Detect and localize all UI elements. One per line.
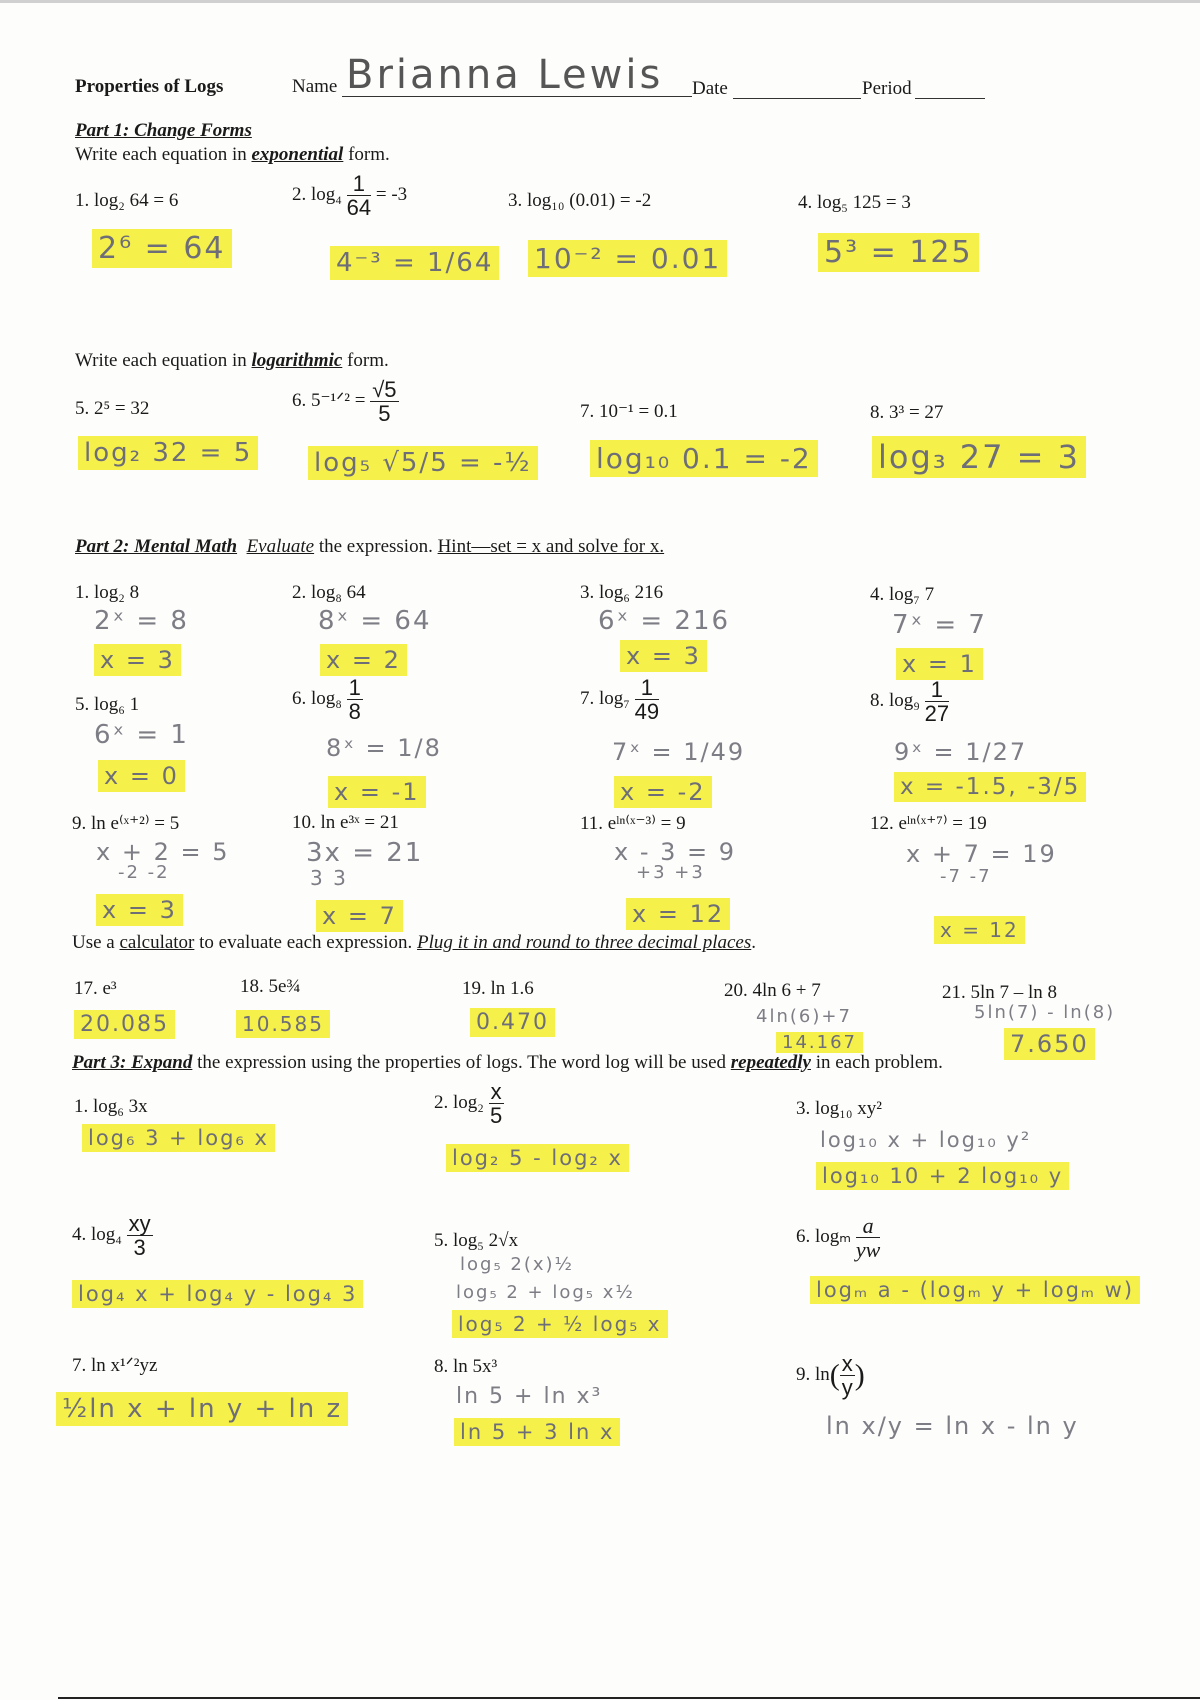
- name-label: Name: [292, 76, 338, 97]
- p2-6-work: 8ˣ = 1/8: [326, 734, 442, 762]
- p2-1-answer: x = 3: [94, 644, 181, 676]
- p2-9-work1: x + 2 = 5: [96, 838, 230, 866]
- p2-10-answer: x = 7: [316, 900, 403, 932]
- p2-12-work2: -7 -7: [940, 866, 992, 887]
- p3-6-answer: logₘ a - (logₘ y + logₘ w): [810, 1276, 1140, 1304]
- p3-1-prompt: 1. log₆ 3x: [74, 1096, 148, 1117]
- p3-answer: 10⁻² = 0.01: [528, 240, 727, 277]
- p2-12-work1: x + 7 = 19: [906, 840, 1057, 868]
- p2-6-answer: x = -1: [328, 776, 426, 808]
- date-label: Date: [692, 78, 728, 99]
- p3-8-work: ln 5 + ln x³: [456, 1384, 603, 1409]
- calc-18-answer: 10.585: [236, 1010, 330, 1038]
- p2-11-work1: x - 3 = 9: [614, 838, 737, 866]
- p2-5-work: 6ˣ = 1: [94, 720, 189, 750]
- p2-3-prompt: 3. log₆ 216: [580, 582, 664, 603]
- p3-5-prompt: 5. log₅ 2√x: [434, 1230, 519, 1251]
- p2-8-prompt: 8. log₉ $\frac{1}{27}$: [870, 677, 950, 727]
- p3-9-prompt: 9. ln( $\frac{x}{y}$ ): [796, 1351, 865, 1401]
- calc-19-answer: 0.470: [470, 1008, 555, 1037]
- p8-answer: log₃ 27 = 3: [872, 436, 1086, 478]
- p3-2-prompt: 2. log₂ $\frac{x}{5}$: [434, 1079, 503, 1129]
- calc-21-prompt: 21. 5ln 7 – ln 8: [942, 982, 1058, 1003]
- p2-1-prompt: 1. log₂ 8: [75, 582, 140, 603]
- p3-2-answer: log₂ 5 - log₂ x: [446, 1144, 629, 1172]
- p3-4-answer: log₄ x + log₄ y - log₄ 3: [72, 1280, 363, 1308]
- p3-5-work1: log₅ 2(x)½: [460, 1254, 574, 1275]
- p2-4-answer: x = 1: [896, 648, 983, 680]
- p3-9-answer: ln x/y = ln x - ln y: [826, 1412, 1079, 1440]
- p2-9-prompt: 9. ln e⁽ˣ⁺²⁾ = 5: [72, 813, 180, 834]
- p3-8-prompt: 8. ln 5x³: [434, 1356, 498, 1377]
- p3-8-answer: ln 5 + 3 ln x: [454, 1418, 620, 1446]
- calc-17-prompt: 17. e³: [74, 978, 117, 999]
- calc-19-prompt: 19. ln 1.6: [462, 978, 534, 999]
- p6-prompt: 6. 5⁻¹ᐟ² = $\frac{√5}{5}$: [292, 377, 397, 427]
- p3-6-prompt: 6. logₘ $\frac{a}{yw}$: [796, 1213, 881, 1263]
- p2-5-answer: x = 0: [98, 760, 185, 792]
- p2-12-prompt: 12. eˡⁿ⁽ˣ⁺⁷⁾ = 19: [870, 813, 987, 834]
- p2-10-prompt: 10. ln e³ˣ = 21: [292, 812, 399, 833]
- p3-5-work2: log₅ 2 + log₅ x½: [456, 1282, 635, 1303]
- p2-11-work2: +3 +3: [636, 862, 705, 883]
- p1-answer: 2⁶ = 64: [92, 229, 232, 268]
- p2-4-prompt: 4. log₇ 7: [870, 584, 935, 605]
- p3-3-work: log₁₀ x + log₁₀ y²: [820, 1128, 1032, 1152]
- calc-21-work: 5ln(7) - ln(8): [974, 1002, 1116, 1023]
- p3-3-prompt: 3. log₁₀ xy²: [796, 1098, 882, 1119]
- bottom-rule: [58, 1697, 1200, 1699]
- p6-answer: log₅ √5/5 = -½: [308, 446, 538, 480]
- part1-instruction-logarithmic: Write each equation in logarithmic form.: [75, 350, 389, 371]
- p2-11-answer: x = 12: [626, 898, 730, 930]
- p4-answer: 5³ = 125: [818, 233, 979, 272]
- calc-20-work: 4ln(6)+7: [756, 1006, 852, 1027]
- p2-9-work2: -2 -2: [118, 862, 170, 883]
- p2-7-answer: x = -2: [614, 776, 712, 808]
- p2-7-prompt: 7. log₇ $\frac{1}{49}$: [580, 675, 660, 725]
- calc-20-answer: 14.167: [776, 1032, 863, 1053]
- p3-4-prompt: 4. log₄ $\frac{xy}{3}$: [72, 1211, 151, 1261]
- p2-11-prompt: 11. eˡⁿ⁽ˣ⁻³⁾ = 9: [580, 813, 686, 834]
- p3-1-answer: log₆ 3 + log₆ x: [82, 1124, 275, 1152]
- p7-answer: log₁₀ 0.1 = -2: [590, 440, 818, 477]
- p8-prompt: 8. 3³ = 27: [870, 402, 944, 423]
- date-line: [733, 98, 861, 99]
- calc-18-prompt: 18. 5e¾: [240, 976, 301, 997]
- p3-prompt: 3. log₁₀ (0.01) = -2: [508, 190, 652, 211]
- period-label: Period: [862, 78, 912, 99]
- part3-instruction: Part 3: Expand the expression using the properties of logs. The word log will be used repeatedly in each problem.: [72, 1052, 943, 1073]
- p5-answer: log₂ 32 = 5: [78, 436, 258, 470]
- p2-10-work2: 3 3: [310, 866, 348, 890]
- calc-17-answer: 20.085: [74, 1010, 175, 1039]
- calculator-instruction: Use a calculator to evaluate each expression. Plug it in and round to three decimal places.: [72, 932, 756, 953]
- student-name: Brianna Lewis: [346, 52, 664, 98]
- calc-21-answer: 7.650: [1004, 1028, 1095, 1060]
- p2-8-work: 9ˣ = 1/27: [894, 738, 1028, 766]
- p5-prompt: 5. 2⁵ = 32: [75, 398, 150, 419]
- p2-4-work: 7ˣ = 7: [892, 610, 987, 640]
- p2-3-answer: x = 3: [620, 640, 707, 672]
- p2-9-answer: x = 3: [96, 894, 183, 926]
- p2-10-work1: 3x = 21: [306, 838, 424, 868]
- p2-2-work: 8ˣ = 64: [318, 606, 432, 636]
- period-line: [915, 98, 985, 99]
- part1-heading: Part 1: Change Forms: [75, 120, 252, 141]
- p3-5-answer: log₅ 2 + ½ log₅ x: [452, 1310, 668, 1338]
- p3-3-answer: log₁₀ 10 + 2 log₁₀ y: [816, 1162, 1069, 1190]
- p4-prompt: 4. log₅ 125 = 3: [798, 192, 911, 213]
- part2-instruction: Part 2: Mental Math Evaluate the expression. Hint—set = x and solve for x.: [75, 536, 665, 557]
- p2-1-work: 2ˣ = 8: [94, 606, 189, 636]
- p2-8-answer: x = -1.5, -3/5: [894, 772, 1086, 802]
- p1-prompt: 1. log₂ 64 = 6: [75, 190, 179, 211]
- p2-5-prompt: 5. log₆ 1: [75, 694, 140, 715]
- p2-2-prompt: 2. log₈ 64: [292, 582, 366, 603]
- p2-2-answer: x = 2: [320, 644, 407, 676]
- p2-answer: 4⁻³ = 1/64: [330, 246, 499, 280]
- p3-7-answer: ½ln x + ln y + ln z: [56, 1392, 348, 1426]
- p7-prompt: 7. 10⁻¹ = 0.1: [580, 401, 678, 422]
- part1-instruction-exponential: Write each equation in exponential form.: [75, 144, 390, 165]
- p3-7-prompt: 7. ln x¹ᐟ²yz: [72, 1355, 158, 1376]
- worksheet-title: Properties of Logs: [75, 76, 224, 97]
- calc-20-prompt: 20. 4ln 6 + 7: [724, 980, 821, 1001]
- p2-7-work: 7ˣ = 1/49: [612, 738, 746, 766]
- scan-top-edge: [0, 0, 1200, 3]
- p2-3-work: 6ˣ = 216: [598, 606, 731, 636]
- p2-6-prompt: 6. log₈ $\frac{1}{8}$: [292, 675, 361, 725]
- p2-prompt: 2. log₄ $\frac{1}{64}$ = -3: [292, 171, 408, 221]
- p2-12-answer: x = 12: [934, 916, 1025, 944]
